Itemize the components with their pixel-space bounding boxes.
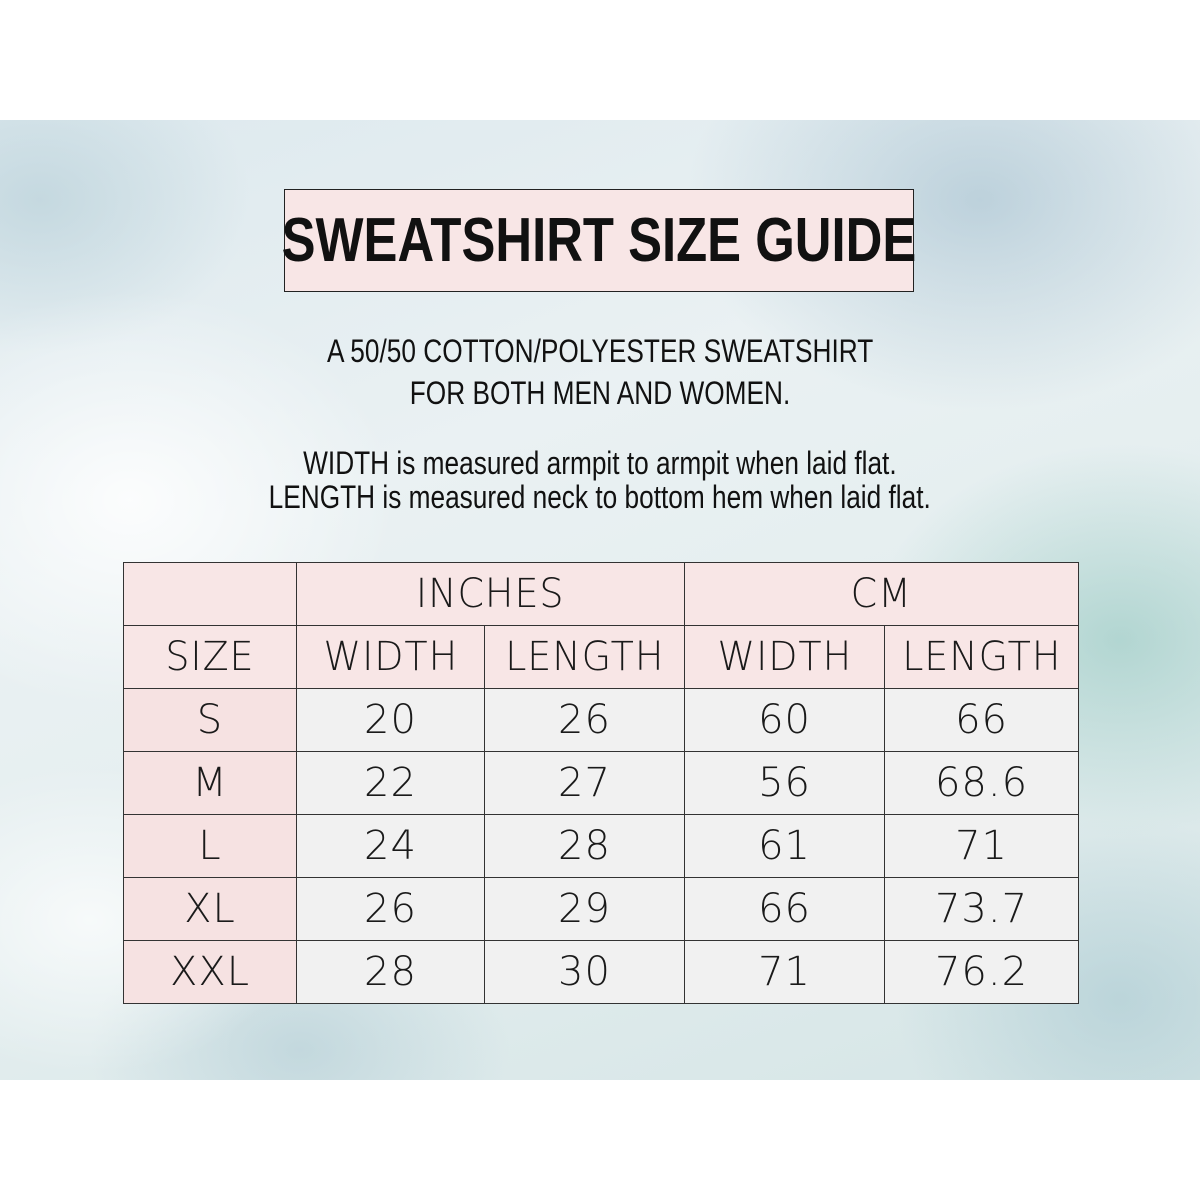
table-row [124, 752, 1079, 815]
size-column-header: SIZE [124, 626, 297, 689]
empty-header-cell [124, 563, 297, 626]
table-row [124, 689, 1079, 752]
inches-length-cell: 29 [485, 878, 685, 941]
column-header-row [124, 626, 1079, 689]
size-cell: M [124, 752, 297, 815]
intro-line-2: FOR BOTH MEN AND WOMEN. [409, 375, 791, 411]
inches-width-header: WIDTH [297, 626, 485, 689]
size-guide-card [0, 120, 1200, 1080]
cm-width-cell: 71 [685, 941, 885, 1004]
cm-width-cell: 56 [685, 752, 885, 815]
group-header-row [124, 563, 1079, 626]
cm-length-cell: 71 [885, 815, 1079, 878]
inches-width-cell: 26 [297, 878, 485, 941]
title-banner [281, 189, 917, 292]
size-cell: S [124, 689, 297, 752]
inches-width-cell: 24 [297, 815, 485, 878]
cm-width-header: WIDTH [685, 626, 885, 689]
cm-length-cell: 76.2 [885, 941, 1079, 1004]
table-row [124, 941, 1079, 1004]
page-title: SWEATSHIRT SIZE GUIDE [281, 206, 917, 275]
cm-width-cell: 61 [685, 815, 885, 878]
cm-width-cell: 60 [685, 689, 885, 752]
inches-length-cell: 30 [485, 941, 685, 1004]
cm-length-cell: 68.6 [885, 752, 1079, 815]
cm-width-cell: 66 [685, 878, 885, 941]
inches-width-cell: 22 [297, 752, 485, 815]
length-note: LENGTH is measured neck to bottom hem when laid flat. [268, 479, 932, 515]
size-cell: L [124, 815, 297, 878]
inches-length-cell: 28 [485, 815, 685, 878]
intro-line-1: A 50/50 COTTON/POLYESTER SWEATSHIRT [326, 333, 874, 369]
inches-length-cell: 26 [485, 689, 685, 752]
table-row [124, 878, 1079, 941]
inches-width-cell: 20 [297, 689, 485, 752]
inches-length-cell: 27 [485, 752, 685, 815]
width-note: WIDTH is measured armpit to armpit when laid flat. [303, 445, 897, 481]
cm-group-header: CM [685, 563, 1079, 626]
table-row [124, 815, 1079, 878]
cm-length-header: LENGTH [885, 626, 1079, 689]
cm-length-cell: 66 [885, 689, 1079, 752]
inches-length-header: LENGTH [485, 626, 685, 689]
size-table [123, 562, 1079, 1004]
size-cell: XL [124, 878, 297, 941]
inches-width-cell: 28 [297, 941, 485, 1004]
cm-length-cell: 73.7 [885, 878, 1079, 941]
size-cell: XXL [124, 941, 297, 1004]
inches-group-header: INCHES [297, 563, 685, 626]
